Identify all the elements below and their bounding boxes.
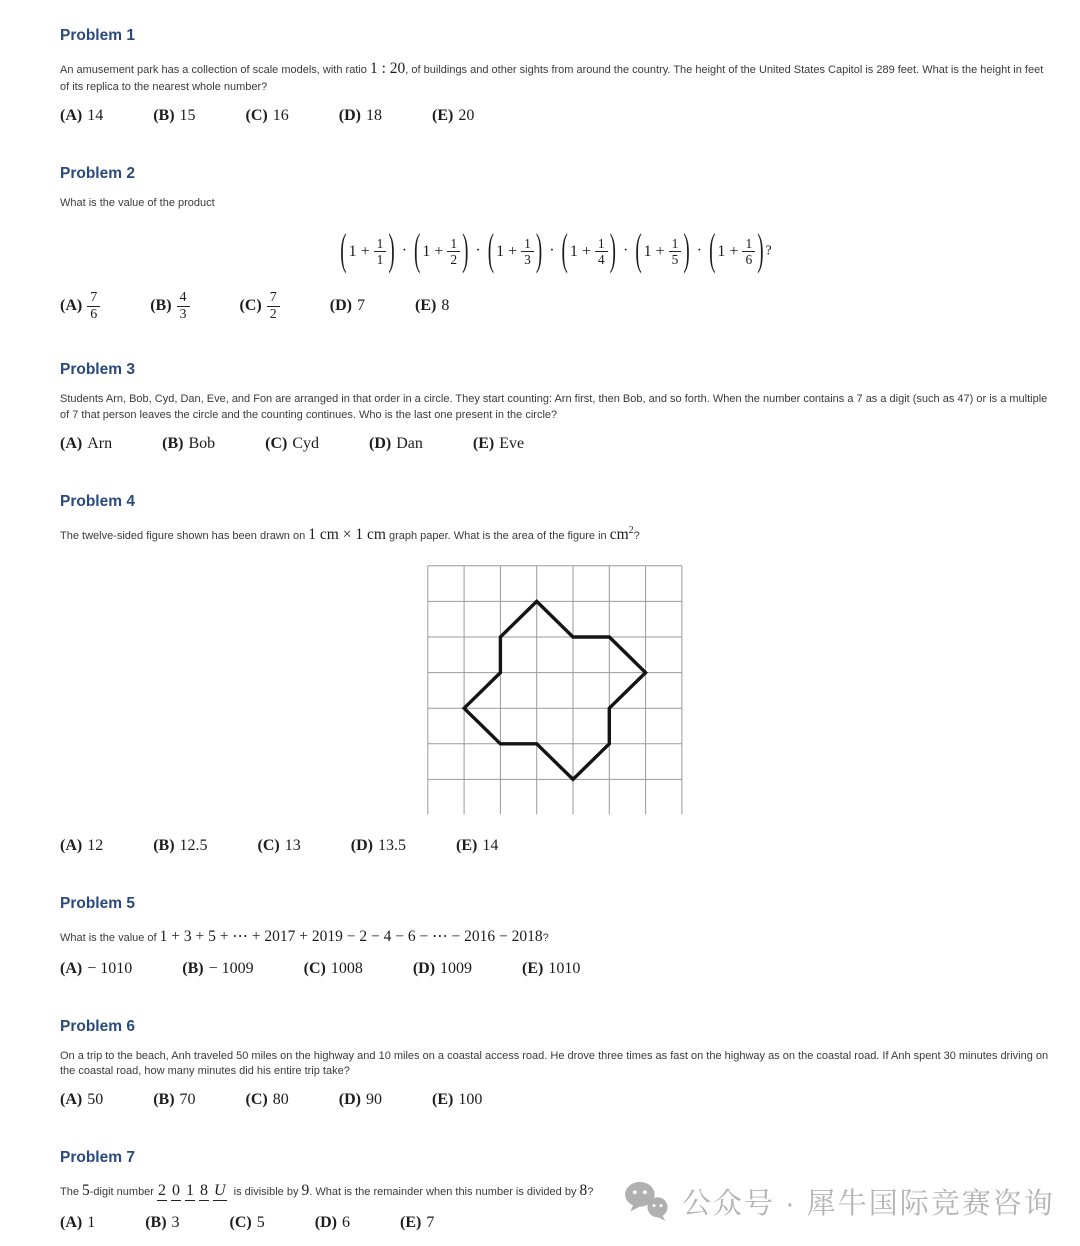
problem-2-formula: ( 1 + $\frac{1}{1}$ ) · ( 1 + $\frac{1}{2}$ ) · ( 1 + $\frac{1}{3}$ ) · ( 1 + $\frac{1}{4}$ ) · ( 1 + $\frac{1}{5}$ ) · ( 1 + $\frac{1}{6}$ ) ? (60, 222, 1050, 280)
choice-d: (D) 7 (329, 297, 365, 315)
choice-b: (B) $\frac{4}{3}$ (150, 290, 189, 323)
watermark-text: 公众号 · 犀牛国际竞赛咨询 (682, 1188, 1055, 1220)
text-segment: graph paper. What is the area of the figure in (385, 530, 610, 542)
math-segment: 5 (82, 1182, 90, 1200)
underlined-number: 2 0 1 8 U (158, 1182, 226, 1200)
text-segment: ? (633, 530, 640, 542)
problem-5-title: Problem 5 (60, 895, 135, 913)
choice-a: (A) Arn (60, 435, 113, 453)
fraction: $\frac{7}{6}$ (87, 290, 100, 323)
problem-3 (60, 361, 1050, 455)
fraction: $\frac{1}{6}$ (742, 236, 755, 268)
choice-d: (D) 90 (338, 1091, 382, 1109)
choice-c: (C) 16 (245, 107, 289, 125)
problem-2-text (60, 196, 1050, 212)
text-segment: What is the value of (60, 932, 160, 945)
text-segment: An amusement park has a collection of scale models, with ratio (60, 64, 370, 76)
problem-3-title: Problem 3 (60, 361, 135, 379)
fraction: $\frac{1}{3}$ (521, 236, 534, 268)
math-segment: 1 : 20 (369, 60, 406, 77)
choice-a: (A) − 1010 (60, 959, 133, 977)
choice-e: (E) 8 (414, 297, 450, 315)
problem-6 (60, 1018, 1050, 1112)
choice-a: (A) 50 (60, 1091, 104, 1109)
text-segment: On a trip to the beach, Anh traveled 50 miles on the highway and 10 miles on a coastal access road. He drove three times as fast on the highway as on the coastal road. If Anh spent 30 minutes driving on the coastal road, how many minutes did his entire trip take? (60, 1049, 1049, 1078)
problem-1-text (60, 58, 1050, 96)
choice-d: (D) 18 (338, 107, 382, 125)
problem-5 (60, 895, 1050, 979)
problem-4 (60, 493, 1050, 857)
problem-2-title: Problem 2 (60, 165, 135, 183)
problem-5-text (60, 926, 1050, 948)
text-segment: ? (587, 1186, 594, 1199)
text-segment: is divisible by (230, 1186, 302, 1199)
choice-e: (E) Eve (472, 435, 525, 453)
choice-d: (D) 1009 (412, 959, 473, 977)
problem-4-title: Problem 4 (60, 493, 135, 510)
choice-b: (B) 70 (153, 1091, 196, 1109)
formula-factor: ( 1 + $\frac{1}{6}$ ) (709, 225, 764, 276)
choice-a: (A) 14 (60, 107, 104, 125)
choice-d: (D) Dan (369, 435, 423, 453)
formula-factor: ( 1 + $\frac{1}{4}$ ) (561, 225, 616, 276)
problem-1-title: Problem 1 (60, 27, 135, 44)
choice-a: (A) $\frac{7}{6}$ (60, 290, 100, 323)
math-segment: 8 (579, 1182, 588, 1200)
problem-6-text (60, 1049, 1050, 1081)
problem-4-text (60, 524, 1050, 546)
formula-factor: ( 1 + $\frac{1}{3}$ ) (487, 225, 543, 276)
problem-3-choices (60, 434, 1050, 455)
problem-7-title: Problem 7 (60, 1149, 135, 1167)
math-segment: $cm^2$ (609, 524, 634, 543)
problem-1 (60, 27, 1050, 127)
choice-c: (C) Cyd (265, 435, 319, 453)
fraction: $\frac{1}{4}$ (595, 236, 608, 268)
choice-d: (D) 6 (314, 1213, 350, 1231)
problem-2 (60, 165, 1050, 323)
fraction: $\frac{1}{5}$ (669, 236, 682, 268)
choice-b: (B) 3 (145, 1213, 180, 1231)
choice-c: (C) 5 (229, 1213, 265, 1231)
problem-4-choices (60, 836, 1050, 857)
choice-e: (E) 14 (455, 837, 499, 855)
text-segment: What is the value of the product (60, 197, 215, 210)
watermark (624, 1181, 1055, 1222)
math-segment: 1 + 3 + 5 + ⋯ + 2017 + 2019 − 2 − 4 − 6 − ⋯ − 2016 − 2018 (159, 928, 543, 946)
fraction: $\frac{7}{2}$ (267, 290, 280, 323)
choice-e: (E) 100 (431, 1091, 483, 1109)
formula-factor: ( 1 + $\frac{1}{2}$ ) (414, 225, 469, 276)
choice-e: (E) 1010 (522, 959, 581, 977)
problem-3-text (60, 392, 1050, 424)
problem-2-choices (60, 290, 1050, 323)
fraction: $\frac{1}{2}$ (447, 236, 460, 268)
math-segment: 9 (301, 1182, 310, 1200)
choice-b: (B) − 1009 (182, 959, 254, 977)
choice-e: (E) 20 (431, 107, 475, 125)
text-segment: The (60, 1186, 83, 1199)
choice-b: (B) 12.5 (153, 837, 208, 855)
text-segment: Students Arn, Bob, Cyd, Dan, Eve, and Fon are arranged in that order in a circle. They start counting: Arn first, then Bob, and so forth. When the number contains a 7 as a digit (such as 47) or is a multiple of 7 that person leaves the circle and the counting continues. Who is the last one present in the circle? (60, 393, 1048, 422)
problem-6-choices (60, 1090, 1050, 1111)
choice-c: (C) 13 (257, 837, 301, 855)
problem-6-title: Problem 6 (60, 1017, 135, 1035)
choice-b: (B) 15 (153, 107, 196, 125)
choice-a: (A) 12 (60, 837, 104, 855)
text-segment: . What is the remainder when this number is divided by (309, 1186, 580, 1199)
math-segment: 1 cm × 1 cm (308, 526, 386, 543)
choice-c: (C) $\frac{7}{2}$ (240, 290, 280, 323)
fraction: $\frac{1}{1}$ (374, 236, 387, 268)
choice-a: (A) 1 (60, 1213, 96, 1231)
choice-c: (C) 1008 (303, 959, 363, 977)
formula-factor: ( 1 + $\frac{1}{5}$ ) (635, 225, 690, 276)
problem-4-figure-wrap (60, 564, 1050, 822)
graph-paper-figure (426, 564, 684, 817)
wechat-icon (624, 1181, 670, 1222)
fraction: $\frac{4}{3}$ (177, 290, 190, 323)
choice-e: (E) 7 (399, 1213, 435, 1231)
text-segment: , of buildings and other sights from around the country. The height of the United States Capitol is 289 feet. What is the height in feet of its replica to the nearest whole number? (60, 64, 1044, 94)
choice-d: (D) 13.5 (350, 837, 406, 855)
text-segment: The twelve-sided figure shown has been drawn on (60, 530, 309, 542)
formula-factor: ( 1 + $\frac{1}{1}$ ) (340, 225, 395, 276)
problem-5-choices (60, 959, 1050, 980)
problem-1-choices (60, 106, 1050, 127)
text-segment: ? (542, 932, 549, 945)
choice-c: (C) 80 (245, 1091, 289, 1109)
text-segment: -digit number (89, 1186, 158, 1199)
choice-b: (B) Bob (162, 435, 216, 453)
